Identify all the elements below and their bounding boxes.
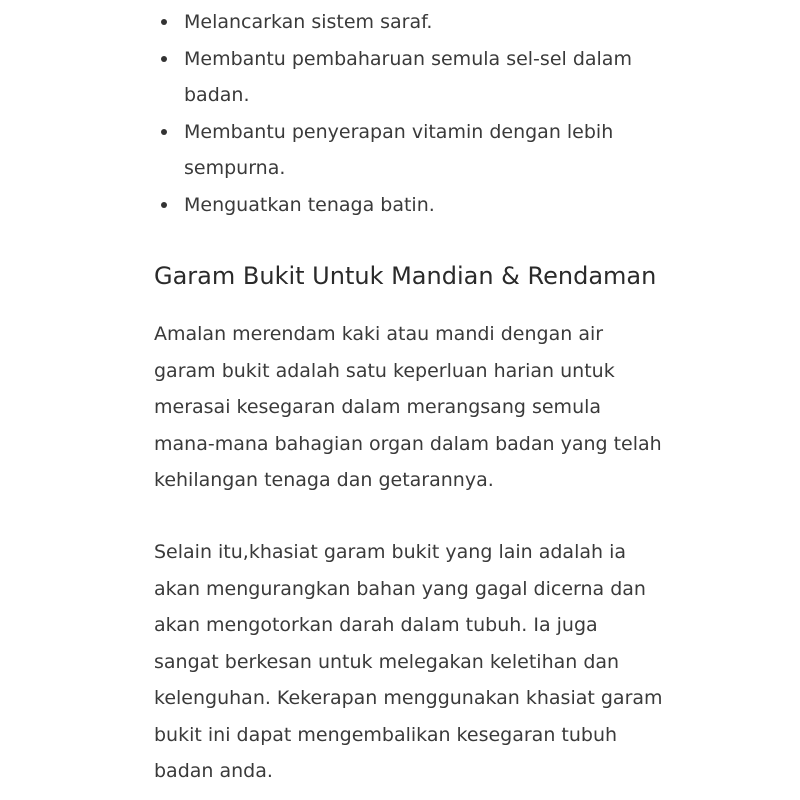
bullet-dot-icon [161, 56, 167, 62]
list-item-text: Membantu penyerapan vitamin dengan lebih sempurna. [184, 121, 614, 179]
bullet-dot-icon [161, 129, 167, 135]
benefits-list [157, 4, 667, 224]
list-item [157, 114, 667, 186]
paragraph-bathing: Amalan merendam kaki atau mandi dengan air garam bukit adalah satu keperluan harian untuk merasai kesegaran dalam merangsang semula mana-mana bahagian organ dalam badan yang telah kehilangan tenaga dan getarannya. [154, 323, 662, 491]
article-content [127, 0, 673, 800]
list-item [157, 187, 667, 223]
list-item-text: Melancarkan sistem saraf. [184, 11, 433, 33]
paragraph-benefits: Selain itu,khasiat garam bukit yang lain adalah ia akan mengurangkan bahan yang gagal dicerna dan akan mengotorkan darah dalam tubuh. Ia juga sangat berkesan untuk melegakan keletihan dan kelenguhan. Kekerapan menggunakan khasiat garam bukit ini dapat mengembalikan kesegaran tubuh badan anda. [154, 541, 663, 782]
bullet-dot-icon [161, 202, 167, 208]
section-heading: Garam Bukit Untuk Mandian & Rendaman [154, 262, 657, 290]
list-item [157, 41, 667, 113]
list-item-text: Membantu pembaharuan semula sel-sel dalam badan. [184, 48, 632, 106]
list-item-text: Menguatkan tenaga batin. [184, 194, 435, 216]
bullet-dot-icon [161, 19, 167, 25]
list-item [157, 4, 667, 40]
